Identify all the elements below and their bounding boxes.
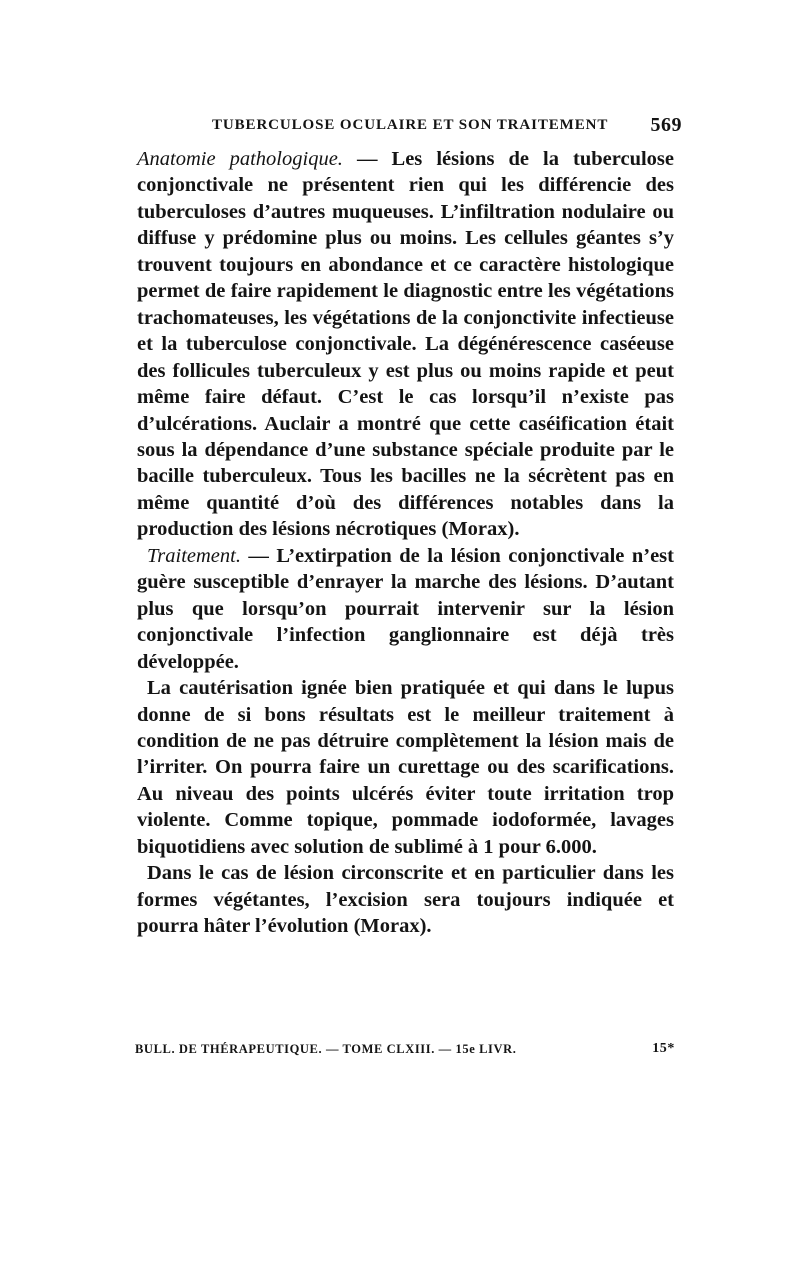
- footer-signature: BULL. DE THÉRAPEUTIQUE. — TOME CLXIII. — 15e LIVR.: [135, 1042, 517, 1056]
- section-heading-traitement: Traitement.: [147, 544, 241, 567]
- paragraph-cauterisation: [137, 675, 674, 860]
- paragraph-text: — L’extirpation de la lésion conjonctivale n’est guère susceptible d’enrayer la marche des lésions. D’autant plus que lorsqu’on pourrait intervenir sur la lésion conjonctivale l’infection ganglionnaire est déjà très développée.: [137, 544, 674, 673]
- paragraph-excision: [137, 860, 674, 939]
- page-number: 569: [650, 114, 682, 136]
- paragraph-anatomie: [137, 146, 674, 543]
- paragraph-text: — Les lésions de la tuberculose conjonctivale ne présentent rien qui les différencie des tuberculoses d’autres muqueuses. L’infiltration nodulaire ou diffuse y prédomine plus ou moins. Les cellules géantes s’y trouvent toujours en abondance et ce caractère histologique permet de faire rapidement le diagnostic entre les végétations trachomateuses, les végétations de la conjonctivite infectieuse et la tuberculose conjonctivale. La dégénérescence caséeuse des follicules tuberculeux y est plus ou moins rapide et peut même faire défaut. C’est le cas lorsqu’il n’existe pas d’ulcérations. Auclair a montré que cette caséification était sous la dépendance d’une substance spéciale produite par le bacille tuberculeux. Tous les bacilles ne la sécrètent pas en même quantité d’où des différences notables dans la production des lésions nécrotiques (Morax).: [137, 148, 674, 541]
- running-header: [212, 114, 684, 139]
- main-text: [137, 146, 674, 940]
- section-heading-anatomie: Anatomie pathologique.: [137, 148, 343, 170]
- paragraph-traitement: [137, 543, 674, 675]
- sheet-mark: 15*: [652, 1041, 675, 1056]
- paragraph-text: La cautérisation ignée bien pratiquée et qui dans le lupus donne de si bons résultats est le meilleur traitement à condition de ne pas détruire complètement la lésion mais de l’irriter. On pourra faire un curettage ou des scarifications. Au niveau des points ulcérés éviter toute irritation trop violente. Comme topique, pommade iodoformée, lavages biquotidiens avec solution de sublimé à 1 pour 6.000.: [137, 677, 674, 858]
- paragraph-text: Dans le cas de lésion circonscrite et en particulier dans les formes végétantes, l’excision sera toujours indiquée et pourra hâter l’évolution (Morax).: [137, 862, 674, 938]
- page-footer: [135, 1042, 675, 1062]
- running-title: TUBERCULOSE OCULAIRE ET SON TRAITEMENT: [212, 117, 609, 133]
